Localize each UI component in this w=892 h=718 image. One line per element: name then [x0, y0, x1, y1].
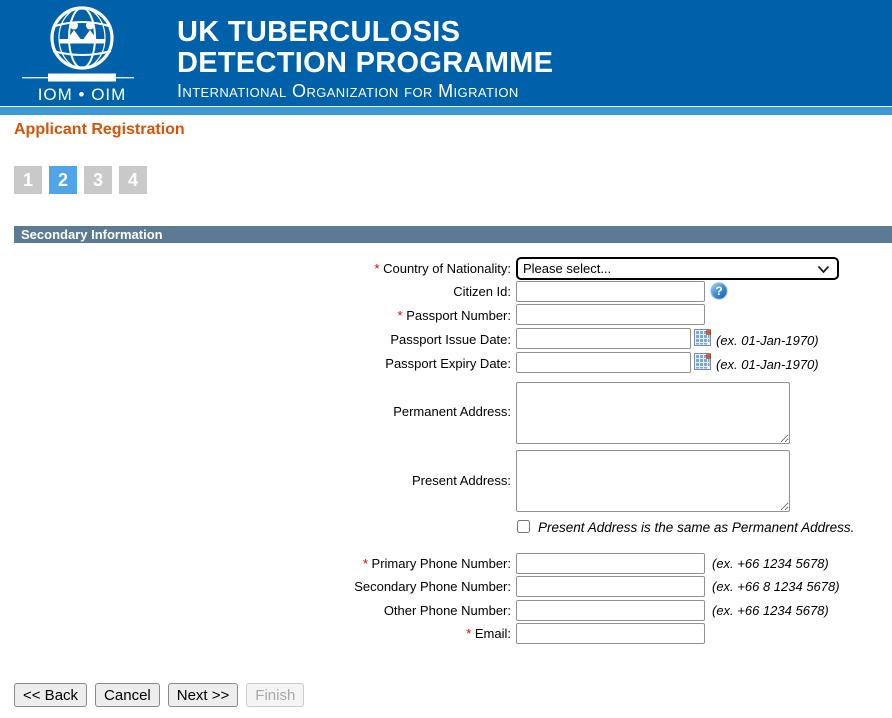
help-icon[interactable]	[710, 282, 728, 300]
passport-issue-date-label: Passport Issue Date:	[390, 332, 511, 347]
finish-button-disabled: Finish	[246, 683, 304, 707]
calendar-icon[interactable]	[694, 329, 711, 346]
header-title-line1: UK TUBERCULOSIS	[177, 16, 461, 48]
passport-number-input[interactable]	[516, 304, 705, 325]
citizen-id-input[interactable]	[516, 281, 705, 302]
other-phone-input[interactable]	[516, 600, 705, 621]
permanent-address-label: Permanent Address:	[393, 404, 511, 419]
step-indicator	[14, 166, 147, 194]
step-4: 4	[119, 166, 147, 194]
header-subtitle: International Organization for Migration	[177, 81, 519, 101]
iom-logo-caption: IOM • OIM	[37, 85, 127, 104]
step-2-active: 2	[49, 166, 77, 194]
primary-phone-example: (ex. +66 1234 5678)	[712, 556, 829, 571]
svg-text:?: ?	[715, 284, 723, 299]
step-3: 3	[84, 166, 112, 194]
passport-expiry-date-label: Passport Expiry Date:	[385, 356, 511, 371]
same-address-checkbox[interactable]	[517, 520, 530, 533]
header-titles	[177, 17, 553, 102]
passport-expiry-date-example: (ex. 01-Jan-1970)	[716, 357, 819, 372]
page-title: Applicant Registration	[14, 121, 185, 138]
form-button-bar	[14, 683, 304, 707]
email-input[interactable]	[516, 623, 705, 644]
same-address-checkbox-label: Present Address is the same as Permanent Address.	[538, 520, 855, 535]
passport-issue-date-input[interactable]	[516, 328, 691, 349]
country-of-nationality-select[interactable]	[516, 257, 839, 280]
header-title-line2: DETECTION PROGRAMME	[177, 47, 554, 79]
present-address-textarea[interactable]	[516, 450, 790, 512]
email-label: * Email:	[466, 626, 511, 641]
citizen-id-label: Citizen Id:	[453, 284, 511, 299]
back-button[interactable]: << Back	[14, 683, 87, 707]
calendar-icon[interactable]	[694, 353, 711, 370]
primary-phone-input[interactable]	[516, 553, 705, 574]
country-of-nationality-selected-value: Please select...	[523, 261, 612, 276]
chevron-down-icon	[817, 265, 830, 274]
passport-expiry-date-input[interactable]	[516, 352, 691, 373]
header-accent-strip	[0, 106, 892, 115]
step-1: 1	[14, 166, 42, 194]
primary-phone-label: * Primary Phone Number:	[362, 556, 511, 571]
permanent-address-textarea[interactable]	[516, 382, 790, 444]
present-address-label: Present Address:	[412, 473, 511, 488]
other-phone-example: (ex. +66 1234 5678)	[712, 603, 829, 618]
cancel-button[interactable]: Cancel	[95, 683, 160, 707]
secondary-phone-input[interactable]	[516, 576, 705, 597]
section-header-secondary-information: Secondary Information	[14, 226, 892, 243]
next-button[interactable]: Next >>	[168, 683, 239, 707]
passport-issue-date-example: (ex. 01-Jan-1970)	[716, 333, 819, 348]
secondary-phone-example: (ex. +66 8 1234 5678)	[712, 579, 840, 594]
secondary-phone-label: Secondary Phone Number:	[354, 579, 511, 594]
other-phone-label: Other Phone Number:	[383, 603, 511, 618]
app-header	[0, 0, 892, 106]
iom-logo	[22, 4, 134, 108]
passport-number-label: * Passport Number:	[397, 308, 511, 323]
country-of-nationality-label: * Country of Nationality:	[374, 261, 511, 276]
